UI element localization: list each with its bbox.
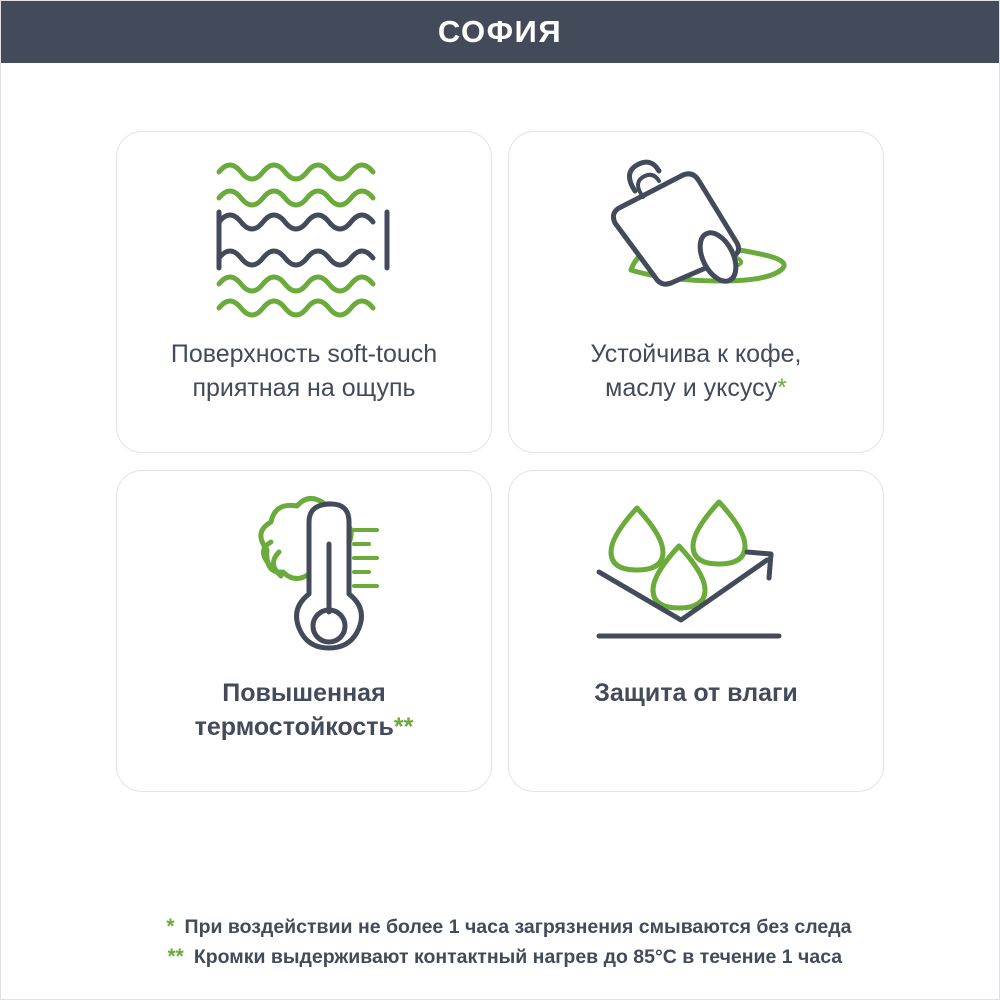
water-drops-repel-icon — [509, 471, 883, 676]
wavy-surface-icon — [117, 132, 491, 337]
feature-card-label — [576, 676, 816, 710]
feature-card-stain-resistant — [508, 131, 884, 453]
footnote-item — [158, 945, 842, 969]
feature-label-line1: Устойчива к кофе, — [590, 340, 802, 368]
feature-label-line1: Поверхность soft-touch — [170, 340, 438, 368]
feature-label-line1: Повышенная — [222, 679, 386, 707]
feature-card-label — [572, 337, 819, 405]
feature-label-star: * — [777, 374, 787, 402]
feature-label-line2: маслу и уксусу — [605, 374, 778, 402]
feature-card-heat-resistant — [116, 470, 492, 792]
feature-card-label — [177, 676, 432, 744]
footnote-text: Кромки выдерживают контактный нагрев до 85°С в течение 1 часа — [193, 946, 843, 968]
footnote-marker: ** — [167, 945, 184, 968]
feature-card-label — [153, 337, 455, 405]
footnote-text: При воздействии не более 1 часа загрязнения смываются без следа — [184, 916, 852, 938]
feature-card-moisture-protection — [508, 470, 884, 792]
spilled-cup-icon — [509, 132, 883, 337]
footnote-marker: * — [166, 915, 175, 938]
feature-label-line2: термостойкость — [194, 713, 394, 741]
page-title: СОФИЯ — [437, 14, 563, 49]
thermometer-steam-icon — [117, 471, 491, 676]
feature-card-grid — [116, 131, 884, 795]
footnote-item — [149, 915, 852, 939]
footnotes — [1, 915, 999, 969]
feature-label-star: ** — [393, 713, 414, 741]
feature-card-soft-touch — [116, 131, 492, 453]
feature-label-line2: приятная на ощупь — [192, 374, 416, 402]
header-bar — [1, 1, 999, 63]
feature-label-line1: Защита от влаги — [594, 679, 798, 707]
